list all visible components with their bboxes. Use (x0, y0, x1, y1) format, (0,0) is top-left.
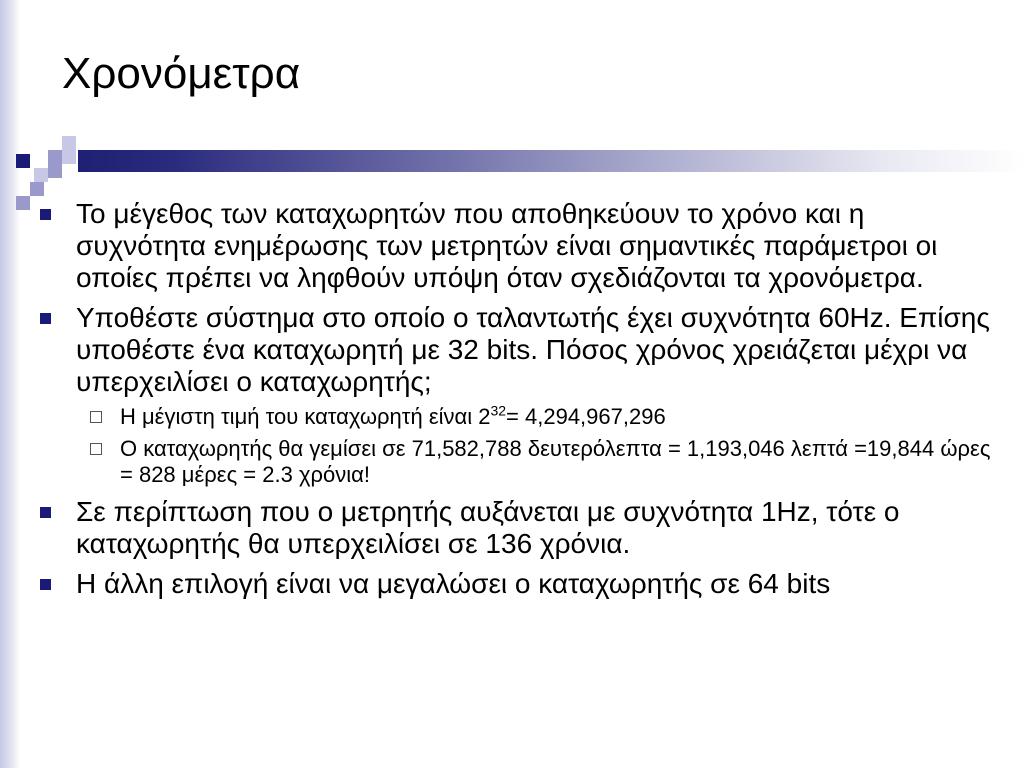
hollow-square-bullet-icon (90, 443, 102, 455)
bullet-text: Το μέγεθος των καταχωρητών που αποθηκεύουν το χρόνο και η συχνότητα ενημέρωσης των μετρητών είναι σημαντικές παράμετροι οι οποίες πρέπει να ληφθούν υπόψη όταν σχεδιάζονται τα χρονόμετρα. (76, 198, 938, 293)
bullet-list (40, 198, 1000, 600)
decor-square (16, 154, 30, 168)
sub-bullet-item (40, 404, 1000, 430)
slide-content (40, 198, 1000, 608)
decor-square (48, 150, 62, 164)
bullet-text: Σε περίπτωση που ο μετρητής αυξάνεται με συχνότητα 1Hz, τότε ο καταχωρητής θα υπερχειλίσει σε 136 χρόνια. (76, 496, 900, 559)
square-bullet-icon (40, 507, 51, 518)
title-gradient-bar (78, 150, 1024, 172)
decor-square (62, 136, 76, 150)
square-bullet-icon (40, 313, 51, 324)
bullet-item (40, 568, 1000, 600)
decor-square (62, 150, 76, 164)
decor-square (34, 168, 48, 182)
sub-bullet-text (84, 404, 1000, 430)
sub-bullet-text-prefix: Η μέγιστη τιμή του καταχωρητή είναι 2 (120, 404, 491, 429)
sub-bullet-list (76, 404, 1000, 488)
bullet-item (40, 198, 1000, 294)
decor-square (30, 182, 44, 196)
sub-bullet-text: Ο καταχωρητής θα γεμίσει σε 71,582,788 δευτερόλεπτα = 1,193,046 λεπτά =19,844 ώρες = 828 μέρες = 2.3 χρόνια! (120, 436, 991, 487)
bullet-item (40, 302, 1000, 488)
left-decorative-stripe (0, 0, 20, 768)
square-bullet-icon (40, 579, 51, 590)
bullet-text: Η άλλη επιλογή είναι να μεγαλώσει ο καταχωρητής σε 64 bits (76, 568, 831, 599)
decor-square (48, 164, 62, 178)
bullet-item (40, 496, 1000, 560)
slide-title: Χρονόμετρα (62, 49, 301, 98)
square-bullet-icon (40, 209, 51, 220)
decor-square (16, 196, 30, 210)
sub-bullet-item (40, 436, 1000, 488)
sub-bullet-text-suffix: = 4,294,967,296 (506, 404, 666, 429)
exponent: 32 (490, 402, 507, 419)
hollow-square-bullet-icon (90, 411, 102, 423)
bullet-text: Υποθέστε σύστημα στο οποίο ο ταλαντωτής έχει συχνότητα 60Hz. Επίσης υποθέστε ένα καταχωρητή με 32 bits. Πόσος χρόνος χρειάζεται μέχρι να υπερχειλίσει ο καταχωρητής; (76, 302, 990, 397)
